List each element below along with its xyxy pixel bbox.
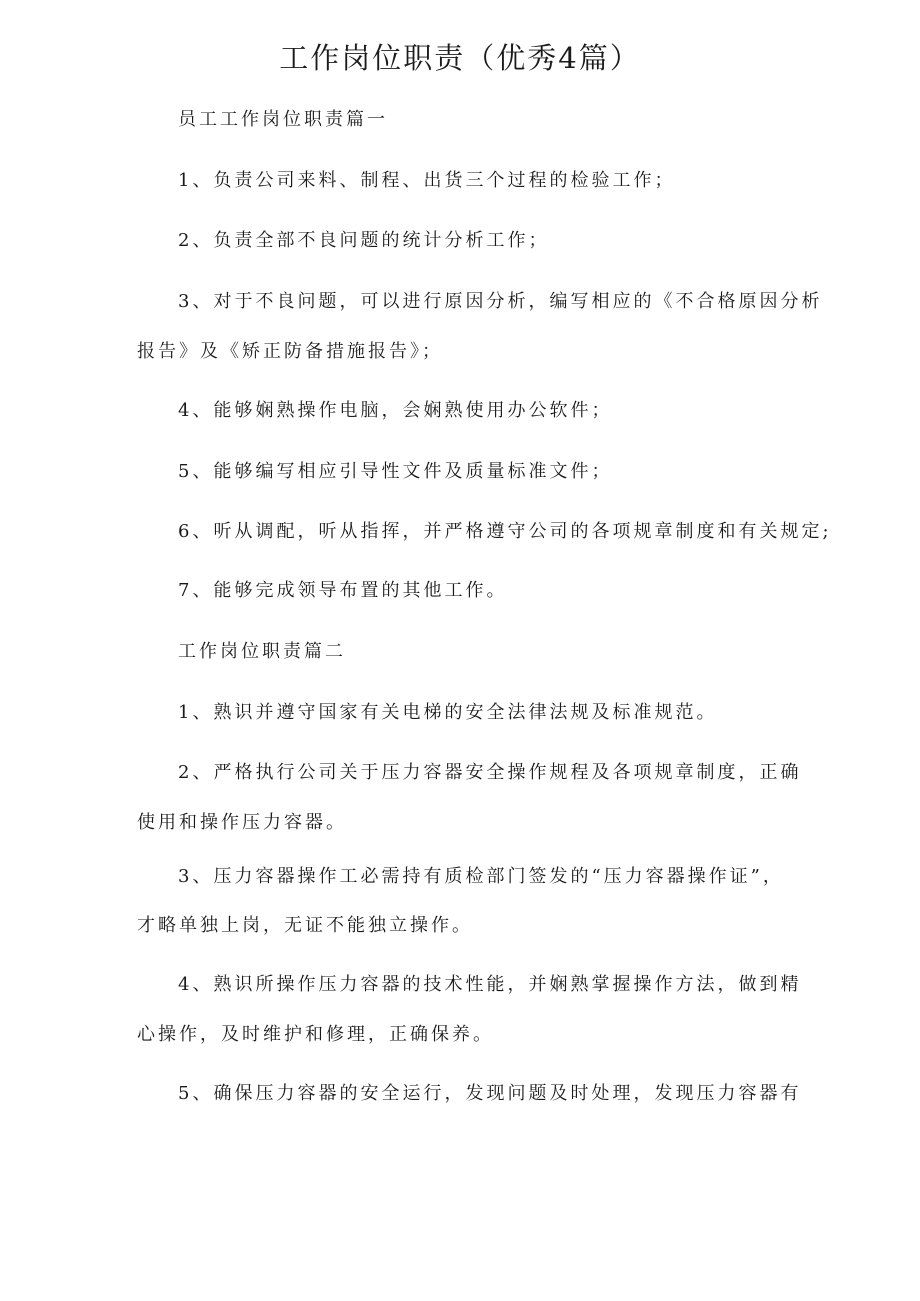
paragraph-line: 1、熟识并遵守国家有关电梯的安全法律法规及标准规范。 — [178, 702, 718, 723]
paragraph-line: 6、听从调配，听从指挥，并严格遵守公司的各项规章制度和有关规定; — [178, 521, 832, 542]
paragraph-line: 1、负责公司来料、制程、出货三个过程的检验工作； — [178, 170, 676, 191]
paragraph-line: 4、能够娴熟操作电脑，会娴熟使用办公软件； — [178, 400, 613, 421]
paragraph-line: 7、能够完成领导布置的其他工作。 — [178, 580, 508, 601]
paragraph-line: 使用和操作压力容器。 — [137, 812, 347, 833]
document-title: 工作岗位职责（优秀4篇） — [279, 41, 641, 75]
paragraph-line: 2、负责全部不良问题的统计分析工作； — [178, 230, 550, 251]
paragraph-line: 3、压力容器操作工必需持有质检部门签发的“压力容器操作证”， — [178, 866, 784, 887]
section-heading: 员工工作岗位职责篇一 — [178, 109, 388, 130]
paragraph-line: 4、熟识所操作压力容器的技术性能，并娴熟掌握操作方法，做到精 — [178, 974, 802, 995]
section-heading: 工作岗位职责篇二 — [178, 641, 346, 662]
paragraph-line: 5、能够编写相应引导性文件及质量标准文件； — [178, 461, 613, 482]
paragraph-line: 报告》及《矫正防备措施报告》； — [137, 341, 443, 362]
paragraph-line: 3、对于不良问题，可以进行原因分析，编写相应的《不合格原因分析 — [178, 291, 823, 312]
paragraph-line: 5、确保压力容器的安全运行，发现问题及时处理，发现压力容器有 — [178, 1083, 802, 1104]
paragraph-line: 才略单独上岗，无证不能独立操作。 — [137, 915, 473, 936]
paragraph-line: 心操作，及时维护和修理，正确保养。 — [137, 1024, 494, 1045]
paragraph-line: 2、严格执行公司关于压力容器安全操作规程及各项规章制度，正确 — [178, 762, 802, 783]
